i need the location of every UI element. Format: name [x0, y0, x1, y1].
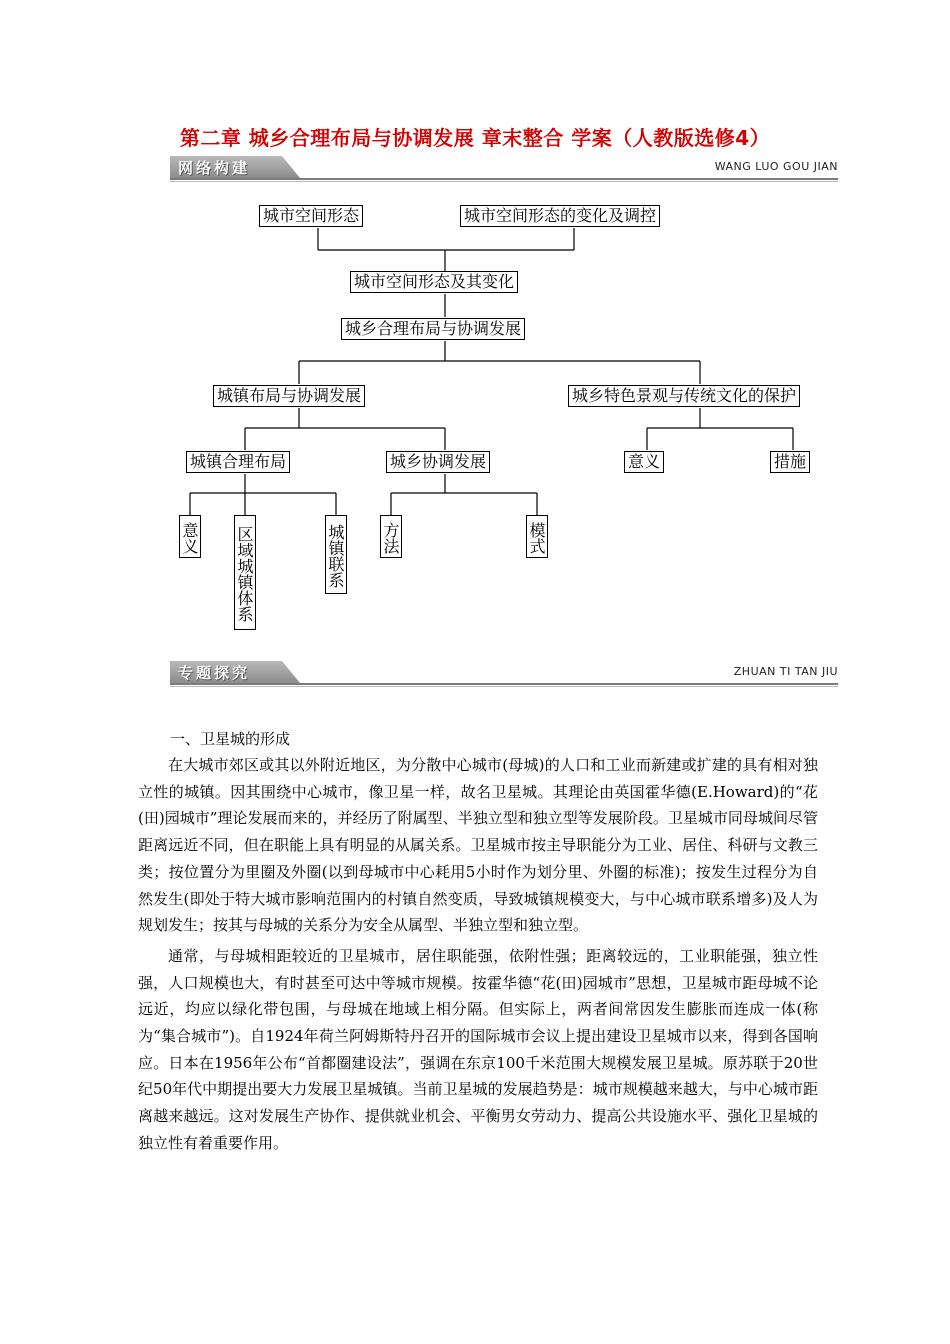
- node-landscape-culture-protection: 城乡特色景观与传统文化的保护: [568, 385, 800, 407]
- node-regional-town-system: 区域城镇体系: [234, 515, 256, 630]
- node-town-layout-development: 城镇布局与协调发展: [213, 385, 365, 407]
- node-town-connections: 城镇联系: [325, 515, 347, 594]
- body-text: [138, 752, 818, 1157]
- banner-pinyin: ZHUAN TI TAN JIU: [733, 665, 838, 678]
- node-form-and-change: 城市空间形态及其变化: [350, 271, 518, 293]
- node-significance-vertical: 意义: [179, 515, 201, 558]
- node-urban-rural-layout: 城乡合理布局与协调发展: [341, 318, 525, 340]
- banner-label: 专题探究: [178, 664, 251, 682]
- node-measures: 措施: [770, 451, 810, 473]
- node-form-change-control: 城市空间形态的变化及调控: [460, 205, 660, 227]
- paragraph-2: 通常，与母城相距较近的卫星城市，居住职能强，依附性强；距离较远的，工业职能强，独立性强，人口规模也大，有时甚至可达中等城市规模。按霍华德“花(田)园城市”思想，卫星城市距母城不论远近，均应以绿化带包围，与母城在地域上相分隔。但实际上，两者间常因发生膨胀而连成一体(称为“集合城市”)。自1924年荷兰阿姆斯特丹召开的国际城市会议上提出建设卫星城市以来，得到各国响应。日本在1956年公布“首都圈建设法”，强调在东京100千米范围大规模发展卫星城。原苏联于20世纪50年代中期提出要大力发展卫星城镇。当前卫星城的发展趋势是：城市规模越来越大，与中心城市距离越来越远。这对发展生产协作、提供就业机会、平衡男女劳动力、提高公共设施水平、强化卫星城的独立性有着重要作用。: [138, 946, 818, 1152]
- node-methods: 方法: [380, 515, 402, 558]
- section-banner-topics: [170, 661, 838, 687]
- node-significance: 意义: [624, 451, 664, 473]
- banner-label: 网络构建: [178, 159, 251, 177]
- banner-pinyin: WANG LUO GOU JIAN: [714, 160, 838, 173]
- section-heading: 一、卫星城的形成: [170, 730, 291, 748]
- node-urban-spatial-form: 城市空间形态: [259, 205, 363, 227]
- node-urban-rural-coordination: 城乡协调发展: [386, 451, 490, 473]
- paragraph-1: 在大城市郊区或其以外附近地区，为分散中心城市(母城)的人口和工业而新建或扩建的具有相对独立性的城镇。因其围绕中心城市，像卫星一样，故名卫星城。其理论由英国霍华德(E.Howard)的“花(田)园城市”理论发展而来的，并经历了附属型、半独立型和独立型等发展阶段。卫星城市同母城间尽管距离远近不同，但在职能上具有明显的从属关系。卫星城市按主导职能分为工业、居住、科研与文教三类；按位置分为里圈及外圈(以到母城市中心耗用5小时作为划分里、外圈的标准)；按发生过程分为自然发生(即处于特大城市影响范围内的村镇自然变质，导致城镇规模变大，与中心城市联系增多)及人为规划发生；按其与母城的关系分为安全从属型、半独立型和独立型。: [138, 756, 818, 935]
- node-patterns: 模式: [526, 515, 548, 558]
- page-title: 第二章 城乡合理布局与协调发展 章末整合 学案（人教版选修4）: [179, 126, 771, 150]
- node-town-rational-layout: 城镇合理布局: [186, 451, 290, 473]
